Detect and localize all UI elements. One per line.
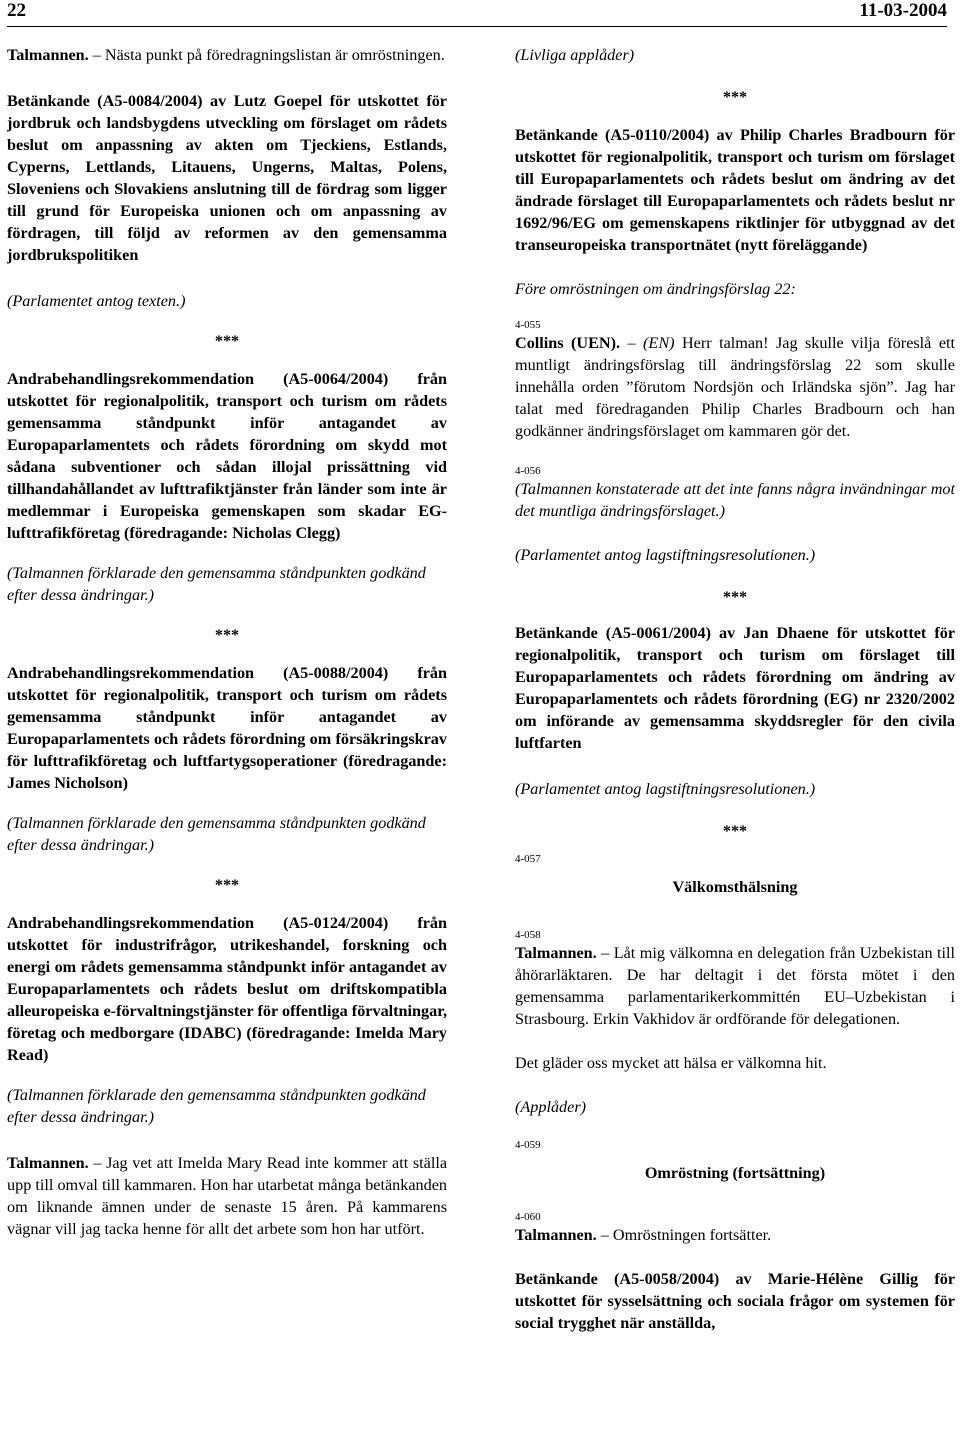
report-title: Andrabehandlingsrekommendation (A5-0124/2004) från utskottet för industrifrågor, utrikeshandel, forskning och energi om rådets gemensamma ståndpunkt inför antagandet av Europaparlamentets och rådets beslut om driftskompatibla alleuropeiska e-förvaltningstjänster för offentliga förvaltningar, företag och medborgare (IDABC) (föredragande: Imelda Mary Read) <box>7 914 447 1064</box>
speaker-paragraph <box>515 332 955 442</box>
speaker-paragraph <box>7 44 447 66</box>
language-tag: (EN) <box>643 334 675 352</box>
procedural-note: (Parlamentet antog texten.) <box>7 292 186 310</box>
speech-paragraph: Det gläder oss mycket att hälsa er välkomna hit. <box>515 1054 827 1072</box>
speaker-paragraph <box>515 942 955 1030</box>
section-separator: *** <box>214 876 240 894</box>
section-separator: *** <box>214 332 240 350</box>
procedural-note: Före omröstningen om ändringsförslag 22: <box>515 280 796 298</box>
item-number: 4-057 <box>515 853 541 865</box>
procedural-note: (Parlamentet antog lagstiftningsresolutionen.) <box>515 546 816 564</box>
page-header <box>7 0 947 27</box>
speaker-name: Talmannen. <box>7 1154 89 1172</box>
speech-text: – Låt mig välkomna en delegation från Uzbekistan till åhörarläktaren. De har deltagit i det första mötet i den gemensamma parlamentarikerkommittén EU–Uzbekistan i Strasbourg. Erkin Vakhidov är ordförande för delegationen. <box>515 944 955 1028</box>
procedural-note: (Livliga applåder) <box>515 46 635 64</box>
report-title: Betänkande (A5-0110/2004) av Philip Charles Bradbourn för utskottet för regionalpolitik, transport och turism om förslaget till Europaparlamentets och rådets beslut om ändring av det ändrade förslaget till Europaparlamentets och rådets beslut nr 1692/96/EG om gemenskapens riktlinjer för utbyggnad av det transeuropeiska transportnätet (nytt föreläggande) <box>515 126 955 254</box>
speech-text: – Jag vet att Imelda Mary Read inte kommer att ställa upp till omval till kammaren. Hon har utarbetat många betänkanden om liknande ämnen under de senaste 15 åren. På kammarens vägnar vill jag tacka henne för allt det arbete som hon har utfört. <box>7 1154 447 1238</box>
item-number: 4-055 <box>515 319 541 331</box>
speech-text: – Nästa punkt på föredragningslistan är omröstningen. <box>88 46 445 64</box>
report-title: Andrabehandlingsrekommendation (A5-0088/2004) från utskottet för regionalpolitik, transport och turism om rådets gemensamma ståndpunkt inför antagandet av Europaparlamentets och rådets förordning om försäkringskrav för lufttrafikföretag och luftfartygsoperationer (föredragande: James Nicholson) <box>7 664 447 792</box>
procedural-note: (Talmannen förklarade den gemensamma ståndpunkten godkänd efter dessa ändringar.) <box>7 564 426 604</box>
page-date: 11-03-2004 <box>859 0 947 21</box>
report-title: Betänkande (A5-0058/2004) av Marie-Hélène Gillig för utskottet för sysselsättning och sociala frågor om systemen för social trygghet när anställda, <box>515 1270 955 1332</box>
report-title: Betänkande (A5-0061/2004) av Jan Dhaene för utskottet för regionalpolitik, transport och turism om förslaget till Europaparlamentets och rådets förordning om ändring av Europaparlamentets och rådets förordning (EG) nr 2320/2002 om införande av gemensamma skyddsregler för den civila luftfarten <box>515 624 955 752</box>
speaker-name: Collins (UEN). <box>515 334 621 352</box>
speaker-name: Talmannen. <box>515 944 597 962</box>
speaker-name: Talmannen. <box>7 46 89 64</box>
report-title: Betänkande (A5-0084/2004) av Lutz Goepel för utskottet för jordbruk och landsbygdens utveckling om förslaget om rådets beslut om anpassning av akten om Tjeckiens, Estlands, Cyperns, Lettlands, Litauens, Ungerns, Maltas, Polens, Sloveniens och Slovakiens anslutning till de fördrag som ligger till grund för Europeiska unionen och om anpassning av fördragen, till följd av reformen av den gemensamma jordbrukspolitiken <box>7 92 447 264</box>
procedural-note: (Parlamentet antog lagstiftningsresolutionen.) <box>515 780 816 798</box>
report-title: Andrabehandlingsrekommendation (A5-0064/2004) från utskottet för regionalpolitik, transport och turism om rådets gemensamma ståndpunkt inför antagandet av Europaparlamentets och rådets förordning om skydd mot sådana subventioner och sådan illojal prissättning vid tillhandahållandet av lufttrafiktjänster från länder som inte är medlemmar i Europeiska gemenskapen som skadar EG-lufttrafikföretag (föredragande: Nicholas Clegg) <box>7 370 447 542</box>
section-heading: Välkomsthälsning <box>672 878 798 896</box>
speech-text: – Omröstningen fortsätter. <box>596 1226 772 1244</box>
section-separator: *** <box>722 88 748 106</box>
item-number: 4-059 <box>515 1139 541 1151</box>
speech-dash: – <box>620 334 644 352</box>
section-heading: Omröstning (fortsättning) <box>644 1164 826 1182</box>
procedural-note: (Talmannen förklarade den gemensamma ståndpunkten godkänd efter dessa ändringar.) <box>7 814 426 854</box>
speaker-name: Talmannen. <box>515 1226 597 1244</box>
item-number: 4-060 <box>515 1211 541 1223</box>
procedural-note: (Applåder) <box>515 1098 587 1116</box>
item-number: 4-056 <box>515 465 541 477</box>
procedural-note: (Talmannen konstaterade att det inte fanns några invändningar mot det muntliga ändringsförslaget.) <box>515 480 955 520</box>
speech-text: Herr talman! Jag skulle vilja föreslå ett muntligt ändringsförslag till ändringsförslag 22 som skulle innehålla orden ”förutom Nordsjön och Irländska sjön”. Jag har talat med föredraganden Philip Charles Bradbourn och han godkänner ändringsförslaget om kammaren gör det. <box>515 334 955 440</box>
section-separator: *** <box>722 588 748 606</box>
item-number: 4-058 <box>515 929 541 941</box>
procedural-note: (Talmannen förklarade den gemensamma ståndpunkten godkänd efter dessa ändringar.) <box>7 1086 426 1126</box>
speaker-paragraph <box>7 1152 447 1240</box>
section-separator: *** <box>214 626 240 644</box>
page-number: 22 <box>7 0 26 21</box>
right-column <box>515 44 955 1334</box>
speaker-paragraph <box>515 1224 955 1246</box>
left-column <box>7 44 447 1240</box>
section-separator: *** <box>722 822 748 840</box>
